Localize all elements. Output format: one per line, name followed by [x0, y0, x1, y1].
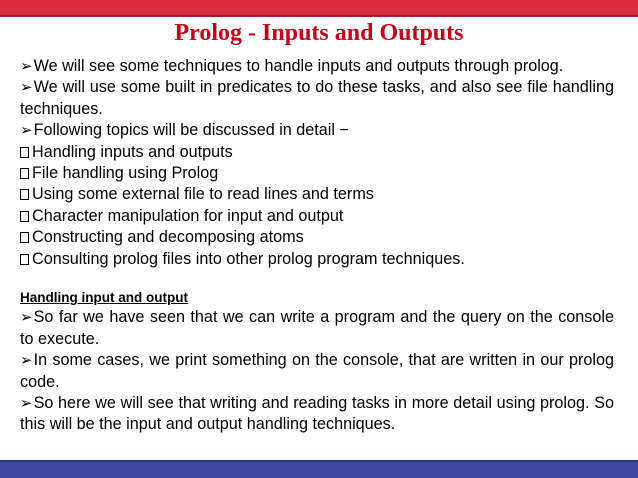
intro-point: ➢Following topics will be discussed in detail −	[20, 121, 349, 140]
topic-item: Handling inputs and outputs	[20, 142, 614, 163]
topic-item: Character manipulation for input and output	[20, 206, 614, 227]
arrow-bullet-icon: ➢	[20, 58, 33, 75]
topic-item: Using some external file to read lines and terms	[20, 184, 614, 205]
spacer	[20, 270, 614, 291]
checkbox-bullet-icon	[20, 254, 29, 265]
intro-point: ➢We will see some techniques to handle inputs and outputs through prolog.	[20, 57, 564, 75]
slide-body	[20, 56, 614, 436]
checkbox-bullet-icon	[20, 211, 29, 222]
topic-item: File handling using Prolog	[20, 163, 614, 184]
intro-point: ➢We will use some built in predicates to do these tasks, and also see file handling techniques.	[20, 78, 614, 118]
topic-item: Consulting prolog files into other prolog program techniques.	[20, 249, 614, 270]
arrow-bullet-icon: ➢	[20, 309, 33, 327]
section-heading: Handling input and output	[20, 290, 188, 306]
topic-item: Constructing and decomposing atoms	[20, 227, 614, 248]
checkbox-bullet-icon	[20, 147, 29, 158]
checkbox-bullet-icon	[20, 168, 29, 179]
arrow-bullet-icon: ➢	[20, 395, 33, 413]
arrow-bullet-icon: ➢	[20, 79, 33, 97]
arrow-bullet-icon: ➢	[20, 352, 33, 370]
bottom-accent-bar	[0, 460, 638, 478]
section-point: ➢In some cases, we print something on the console, that are written in our prolog code.	[20, 351, 614, 391]
section-point: ➢So here we will see that writing and reading tasks in more detail using prolog. So this will be the input and output handling techniques.	[20, 394, 614, 434]
checkbox-bullet-icon	[20, 232, 29, 243]
section-point: ➢So far we have seen that we can write a program and the query on the console to execute.	[20, 308, 614, 348]
arrow-bullet-icon: ➢	[20, 122, 33, 140]
slide-title: Prolog - Inputs and Outputs	[174, 20, 464, 46]
checkbox-bullet-icon	[20, 189, 29, 200]
top-accent-bar	[0, 0, 638, 17]
